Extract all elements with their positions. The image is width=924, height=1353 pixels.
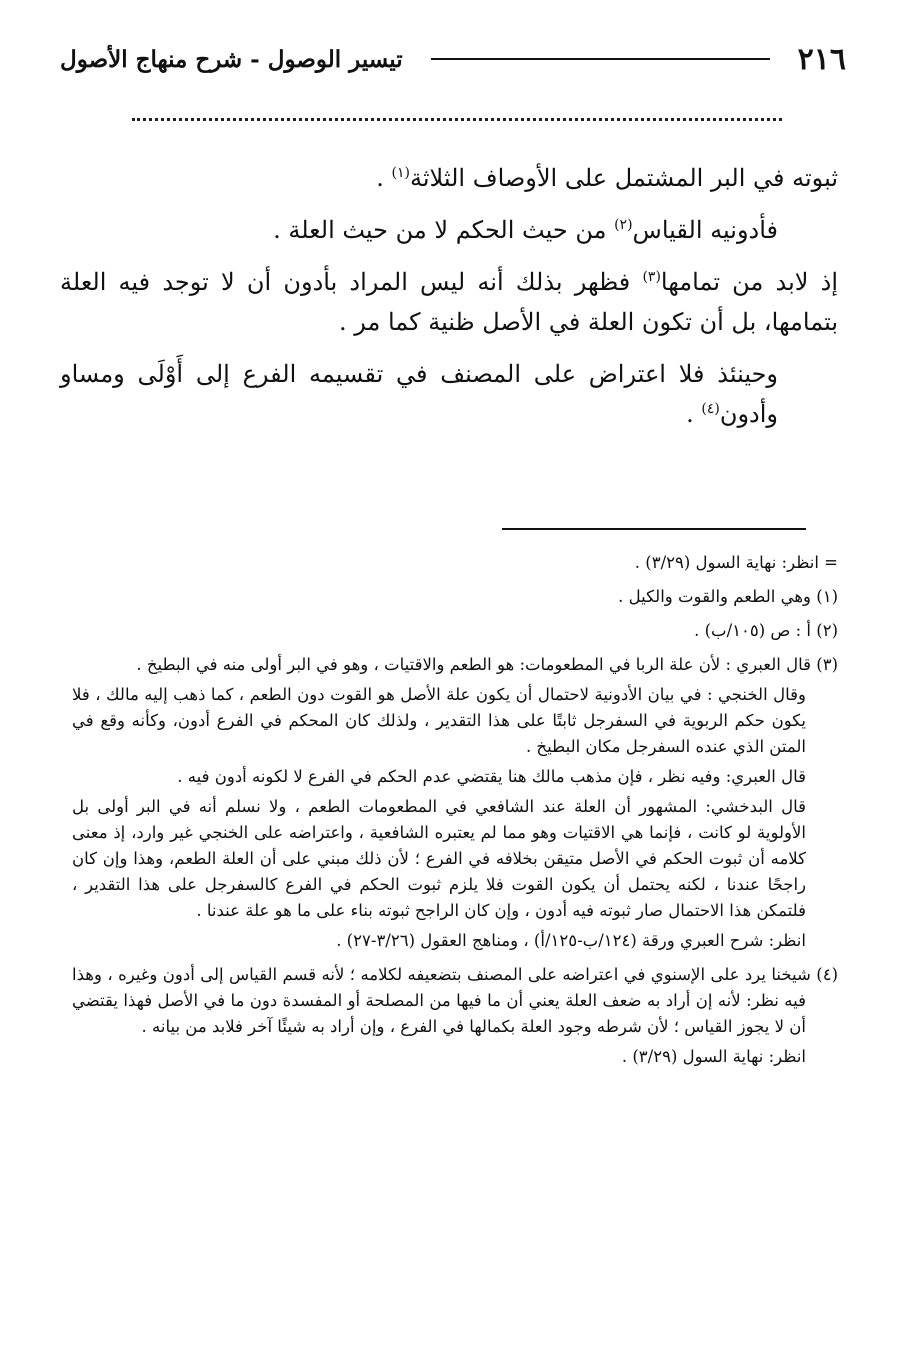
- paragraph-1-text: ثبوته في البر المشتمل على الأوصاف الثلاثة: [409, 164, 838, 192]
- footnotes: [72, 550, 838, 1070]
- footnote-3: (٣) قال العبري : لأن علة الربا في المطعومات: هو الطعم والاقتيات ، وهو في البر أولى منه في البطيخ .: [136, 655, 838, 674]
- book-title: تيسير الوصول - شرح منهاج الأصول: [60, 45, 403, 73]
- footnote-1: (١) وهي الطعم والقوت والكيل .: [618, 587, 838, 606]
- paragraph-3-text: إذ لابد من تمامها: [660, 268, 838, 296]
- page-header: [60, 34, 846, 84]
- paragraph-2-text: فأدونيه القياس: [632, 216, 778, 244]
- footnote-3-reference: انظر: شرح العبري ورقة (١٢٤/ب-١٢٥/أ) ، ومناهج العقول (٣/٢٦-٢٧) .: [336, 931, 806, 950]
- dotted-separator: [132, 118, 782, 121]
- main-text: [60, 158, 838, 446]
- footnote-ref-3: (٣): [642, 269, 661, 285]
- footnote-3-badakhshi: قال البدخشي: المشهور أن العلة عند الشافعي في المطعومات الطعم ، ولا نسلم أنه في البر أولى بل الأولوية لو كانت ، فإنما هي الاقتيات وهو مما لم يعتبره الشافعية ، واعتراضه على الخنجي غير وارد، إذ معنى كلامه أن ثبوت الحكم في الأصل متيقن بخلافه في الفرع ؛ لأن ذلك مبني على أن العلة الطعم، وهذا وإن كان راجحًا عندنا ، لكنه يحتمل أن يكون القوت فلا يلزم ثبوت الحكم في الفرع كالسفرجل على هذا التقدير ، فلتمكن هذا الاحتمال صار ثبوته فيه أدون ، وإن كان الراجح ثبوته بناء على ما هو علة عندنا .: [72, 797, 807, 920]
- footnote-ref-1: (١): [391, 165, 410, 181]
- paragraph-2-end: من حيث الحكم لا من حيث العلة .: [273, 216, 615, 244]
- paragraph-1: [60, 158, 838, 198]
- footnote-ref-4: (٤): [701, 401, 720, 417]
- paragraph-3-end: فظهر بذلك أنه ليس المراد بأدون أن لا توجد فيه العلة بتمامها، بل أن تكون العلة في الأصل ظنية كما مر .: [60, 268, 838, 336]
- footnote-2: (٢) أ : ص (١٠٥/ب) .: [694, 621, 838, 640]
- paragraph-4-text: وحينئذ فلا اعتراض على المصنف في تقسيمه الفرع إلى أَوْلَى ومساو وأدون: [60, 360, 779, 428]
- footnote-3-khunji: وقال الخنجي : في بيان الأدونية لاحتمال أن يكون علة الأصل هو القوت دون الطعم ، كما ذهب إليه مالك ، فلا يكون حكم الربوية في السفرجل ثابتًا على هذا التقدير ، ولذلك كان المحكم في الفرع أدون، وكأنه وقع في المتن الذي عنده السفرجل مكان البطيخ .: [72, 685, 806, 756]
- footnote-4: (٤) شيخنا يرد على الإسنوي في اعتراضه على المصنف بتضعيفه لكلامه ؛ لأنه قسم القياس إلى أدون وغيره ، وهذا فيه نظر: لأنه إن أراد به ضعف العلة يعني أن ما فيها من المصلحة أو المفسدة دون ما في الأصل فهذا يقتضي أن لا يجوز القياس ؛ لأن شرطه وجود العلة بكمالها في الفرع ، وإن أراد به شيئًا آخر فلابد من بيانه .: [72, 965, 838, 1036]
- paragraph-4-end: .: [686, 400, 702, 428]
- paragraph-2: [60, 210, 838, 250]
- paragraph-3: [60, 262, 838, 342]
- paragraph-1-end: .: [376, 164, 392, 192]
- paragraph-4: [60, 354, 838, 434]
- page-number: ٢١٦: [797, 41, 846, 77]
- footnote-rule: [502, 528, 806, 530]
- footnote-3-ibri: قال العبري: وفيه نظر ، فإن مذهب مالك هنا يقتضي عدم الحكم في الفرع لا لكونه أدون فيه .: [177, 767, 806, 786]
- footnote-continuation: = انظر: نهاية السول (٣/٢٩) .: [634, 553, 838, 572]
- footnote-ref-2: (٢): [614, 217, 633, 233]
- header-rule: [431, 58, 770, 60]
- footnote-4-reference: انظر: نهاية السول (٣/٢٩) .: [621, 1047, 806, 1066]
